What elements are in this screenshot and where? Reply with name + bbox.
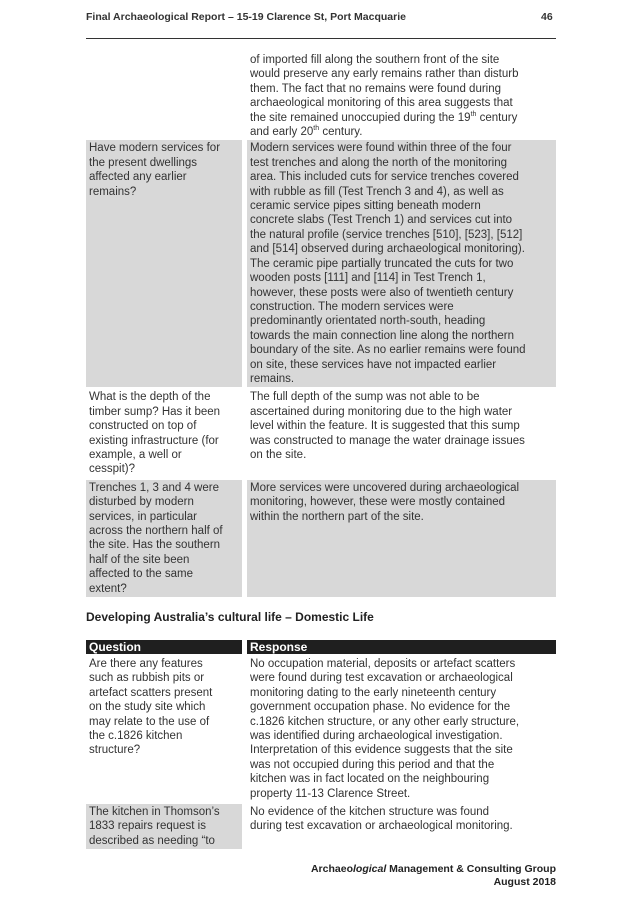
- table-row: [86, 389, 556, 477]
- table-row: [86, 480, 556, 597]
- response-cell: No evidence of the kitchen structure was found during test excavation or archaeological monitoring.: [250, 806, 513, 833]
- column-header-question: Question: [86, 640, 242, 654]
- question-cell: [86, 52, 242, 140]
- text-line: and early 20th century.: [250, 125, 363, 139]
- question-cell: Have modern services for the present dwellings affected any earlier remains?: [86, 140, 242, 387]
- response-cell: The full depth of the sump was not able to be ascertained during monitoring due to the high water level within the feature. It is suggested that this sump was constructed to manage the water drainage issues on the site.: [250, 391, 525, 461]
- question-cell: What is the depth of the timber sump? Has it been constructed on top of existing infrastructure (for example, a well or cesspit)?: [89, 391, 221, 476]
- column-header-response: Response: [247, 640, 556, 654]
- response-cell: More services were uncovered during archaeological monitoring, however, these were mostly contained within the northern part of the site.: [247, 480, 556, 597]
- question-cell: The kitchen in Thomson’s 1833 repairs request is described as needing “to: [86, 804, 242, 849]
- footer: [311, 863, 556, 888]
- text-line: of imported fill along the southern front of the site: [250, 54, 500, 66]
- section-heading: Developing Australia’s cultural life – Domestic Life: [86, 610, 374, 624]
- table-row: [86, 140, 556, 387]
- domestic-life-table: [86, 640, 556, 849]
- footer-organisation: Archaeological Management & Consulting Group: [310, 863, 556, 875]
- research-questions-table: [86, 52, 556, 597]
- response-cell: Modern services were found within three of the four test trenches and along the north of the monitoring area. This included cuts for service trenches covered with rubble as fill (Test Trench 3 and 4), as well as ceramic service pipes sitting beneath modern concrete slabs (Test Trench 1) and services cut into the natural profile (service trenches [510], [523], [512] and [514] observed during archaeological monitoring). The ceramic pipe partially truncated the cuts for two wooden posts [111] and [114] in Test Trench 1, however, these posts were also of twentieth century construction. The modern services were predominantly orientated north-south, heading towards the main connection line along the northern boundary of the site. As no earlier remains were found on site, these services have not impacted earlier remains.: [247, 140, 556, 387]
- text-line: archaeological monitoring of this area suggests that: [250, 97, 513, 110]
- text-line: the site remained unoccupied during the 19th century: [250, 110, 518, 124]
- table-row: [86, 656, 556, 802]
- footer-date: August 2018: [493, 875, 556, 888]
- text-line: would preserve any early remains rather than disturb: [250, 68, 519, 81]
- response-cell: [247, 52, 556, 140]
- table-row: [86, 804, 556, 849]
- header-rule: [86, 38, 556, 39]
- question-cell: Are there any features such as rubbish pits or artefact scatters present on the study site which may relate to the use of the c.1826 kitchen structure?: [89, 658, 213, 757]
- response-cell: No occupation material, deposits or artefact scatters were found during test excavation or archaeological monitoring dating to the early nineteenth century government occupation phase. No evidence for the c.1826 kitchen structure, or any other early structure, was identified during archaeological investigation. Interpretation of this evidence suggests that the site was not occupied during this period and that the kitchen was in fact located on the neighbouring property 11-13 Clarence Street.: [250, 658, 520, 800]
- table-header: [86, 640, 556, 654]
- table-row: [86, 52, 556, 140]
- text-line: them. The fact that no remains were found during: [250, 82, 502, 95]
- header-title: Final Archaeological Report – 15-19 Clarence St, Port Macquarie: [86, 11, 406, 23]
- question-cell: Trenches 1, 3 and 4 were disturbed by modern services, in particular across the northern half of the site. Has the southern half of the site been affected to the same extent?: [86, 480, 242, 597]
- page-number: 46: [541, 11, 553, 23]
